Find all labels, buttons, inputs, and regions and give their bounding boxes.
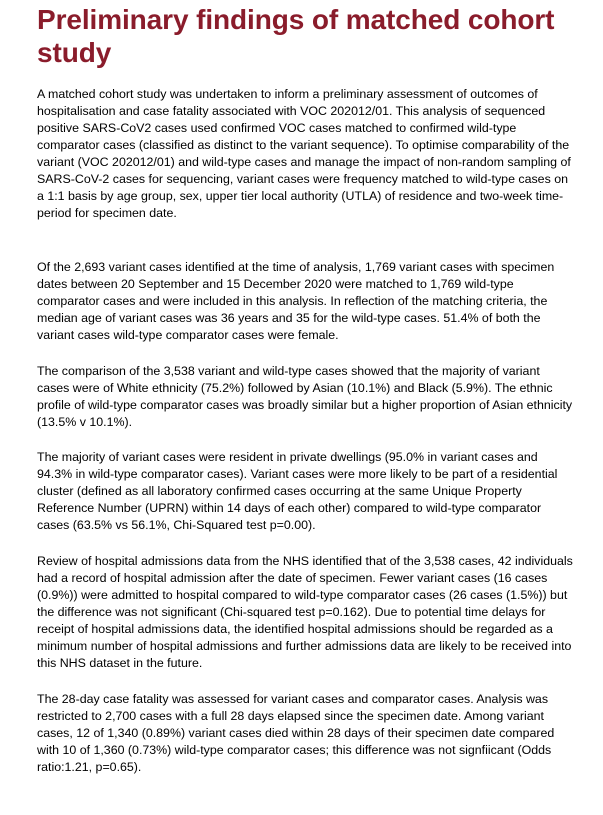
paragraph-ethnicity: The comparison of the 3,538 variant and wild-type cases showed that the majority of variant cases were of White ethnicity (75.2%) followed by Asian (10.1%) and Black (5.9%). The ethnic profile of wild-type comparator cases was broadly similar but a higher proportion of Asian ethnicity (13.5% v 10.1%). — [37, 364, 573, 429]
paragraph-residence: The majority of variant cases were resident in private dwellings (95.0% in variant cases and 94.3% in wild-type comparator cases). Variant cases were more likely to be part of a residential cluster (defined as all laboratory confirmed cases occurring at the same Unique Property Reference Number (UPRN) within 14 days of each other) compared to wild-type comparator cases (63.5% vs 56.1%, Chi-Squared test p=0.00). — [37, 450, 558, 532]
paragraph-study-design: A matched cohort study was undertaken to inform a preliminary assessment of outcomes of hospitalisation and case fatality associated with VOC 202012/01. This analysis of sequenced positive SARS-CoV2 cases used confirmed VOC cases matched to confirmed wild-type comparator cases (classified as distinct to the variant sequence). To optimise comparability of the variant (VOC 202012/01) and wild-type cases and manage the impact of non-random sampling of SARS-CoV-2 cases for sequencing, variant cases were frequency matched to wild-type cases on a 1:1 basis by age group, sex, upper tier local authority (UTLA) of residence and two-week time-period for specimen date. — [37, 87, 571, 220]
paragraph-case-fatality: The 28-day case fatality was assessed for variant cases and comparator cases. Analysis was restricted to 2,700 cases with a full 28 days elapsed since the specimen date. Among variant cases, 12 of 1,340 (0.89%) variant cases died within 28 days of their specimen date compared with 10 of 1,360 (0.73%) wild-type comparator cases; this difference was not signfiicant (Odds ratio:1.21, p=0.65). — [37, 692, 555, 774]
page-title: Preliminary findings of matched cohort study — [37, 4, 555, 68]
paragraph-matched-cases: Of the 2,693 variant cases identified at the time of analysis, 1,769 variant cases with specimen dates between 20 September and 15 December 2020 were matched to 1,769 wild-type comparator cases and were included in this analysis. In reflection of the matching criteria, the median age of variant cases was 36 years and 35 for the wild-type cases. 51.4% of both the variant cases wild-type comparator cases were female. — [37, 260, 555, 342]
paragraph-hospital-admissions: Review of hospital admissions data from the NHS identified that of the 3,538 cases, 42 individuals had a record of hospital admission after the date of specimen. Fewer variant cases (16 cases (0.9%)) were admitted to hospital compared to wild-type comparator cases (26 cases (1.5%)) but the difference was not significant (Chi-squared test p=0.162). Due to potential time delays for receipt of hospital admissions data, the identified hospital admissions should be regarded as a minimum number of hospital admissions and further admissions data are likely to be received into this NHS dataset in the future. — [37, 554, 573, 670]
